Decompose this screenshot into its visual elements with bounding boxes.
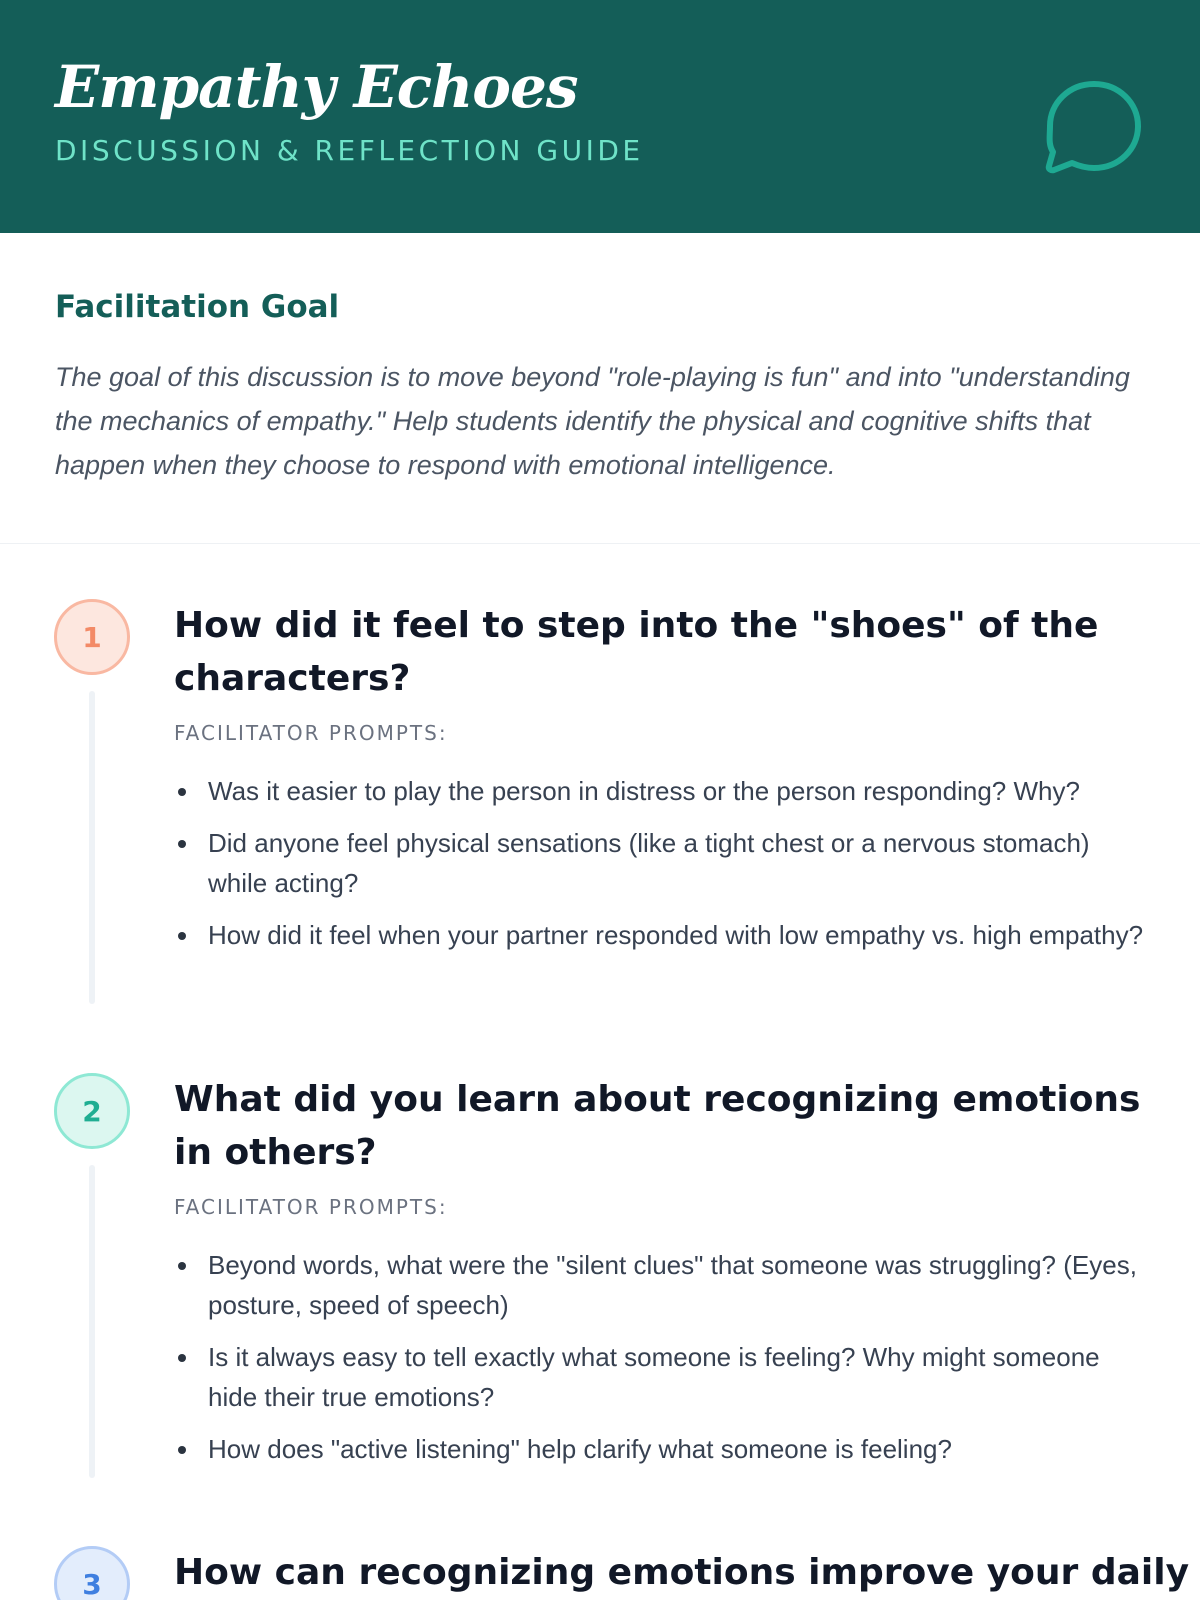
question-number-badge: 1 [54, 599, 130, 675]
bullet-icon [178, 932, 186, 940]
goal-text: The goal of this discussion is to move beyond "role-playing is fun" and into "understanding the mechanics of empathy." Help students identify the physical and cognitive shifts that happen when they choose to respond with emotional intelligence. [55, 362, 1130, 480]
list-item [174, 1245, 1154, 1325]
facilitation-goal-section [0, 233, 1200, 544]
bullet-icon [178, 1354, 186, 1362]
prompt-text: Was it easier to play the person in distress or the person responding? Why? [208, 776, 1080, 806]
bullet-icon [178, 1262, 186, 1270]
question-title: How can recognizing emotions improve your daily [174, 1552, 1190, 1593]
list-item [174, 1429, 1154, 1469]
list-item [174, 823, 1154, 903]
prompt-text: Beyond words, what were the "silent clues" that someone was struggling? (Eyes, posture, speed of speech) [208, 1250, 1137, 1320]
bullet-icon [178, 788, 186, 796]
question-timeline-line [89, 691, 95, 1004]
bullet-icon [178, 1446, 186, 1454]
prompt-list [174, 1245, 1154, 1469]
list-item [174, 915, 1154, 955]
header-banner [0, 0, 1200, 233]
list-item [174, 1337, 1154, 1417]
question-number-badge: 3 [54, 1546, 130, 1600]
goal-heading: Facilitation Goal [55, 289, 340, 325]
prompt-text: Is it always easy to tell exactly what someone is feeling? Why might someone hide their true emotions? [208, 1342, 1100, 1412]
facilitator-prompts-label: FACILITATOR PROMPTS: [174, 1195, 448, 1219]
page-subtitle: DISCUSSION & REFLECTION GUIDE [55, 134, 644, 167]
page-title: Empathy Echoes [55, 53, 578, 121]
prompt-text: How does "active listening" help clarify what someone is feeling? [208, 1434, 952, 1464]
question-body [174, 1073, 1154, 1481]
question-body [174, 599, 1154, 967]
prompt-list [174, 771, 1154, 955]
speech-bubble-icon [1042, 76, 1146, 180]
question-title: What did you learn about recognizing emotions in others? [174, 1079, 1141, 1173]
question-body [174, 1546, 1190, 1599]
facilitator-prompts-label: FACILITATOR PROMPTS: [174, 721, 448, 745]
question-number-badge: 2 [54, 1073, 130, 1149]
question-title: How did it feel to step into the "shoes" of the characters? [174, 605, 1099, 699]
prompt-text: How did it feel when your partner responded with low empathy vs. high empathy? [208, 920, 1144, 950]
prompt-text: Did anyone feel physical sensations (like a tight chest or a nervous stomach) while acting? [208, 828, 1090, 898]
list-item [174, 771, 1154, 811]
bullet-icon [178, 840, 186, 848]
question-timeline-line [89, 1165, 95, 1478]
